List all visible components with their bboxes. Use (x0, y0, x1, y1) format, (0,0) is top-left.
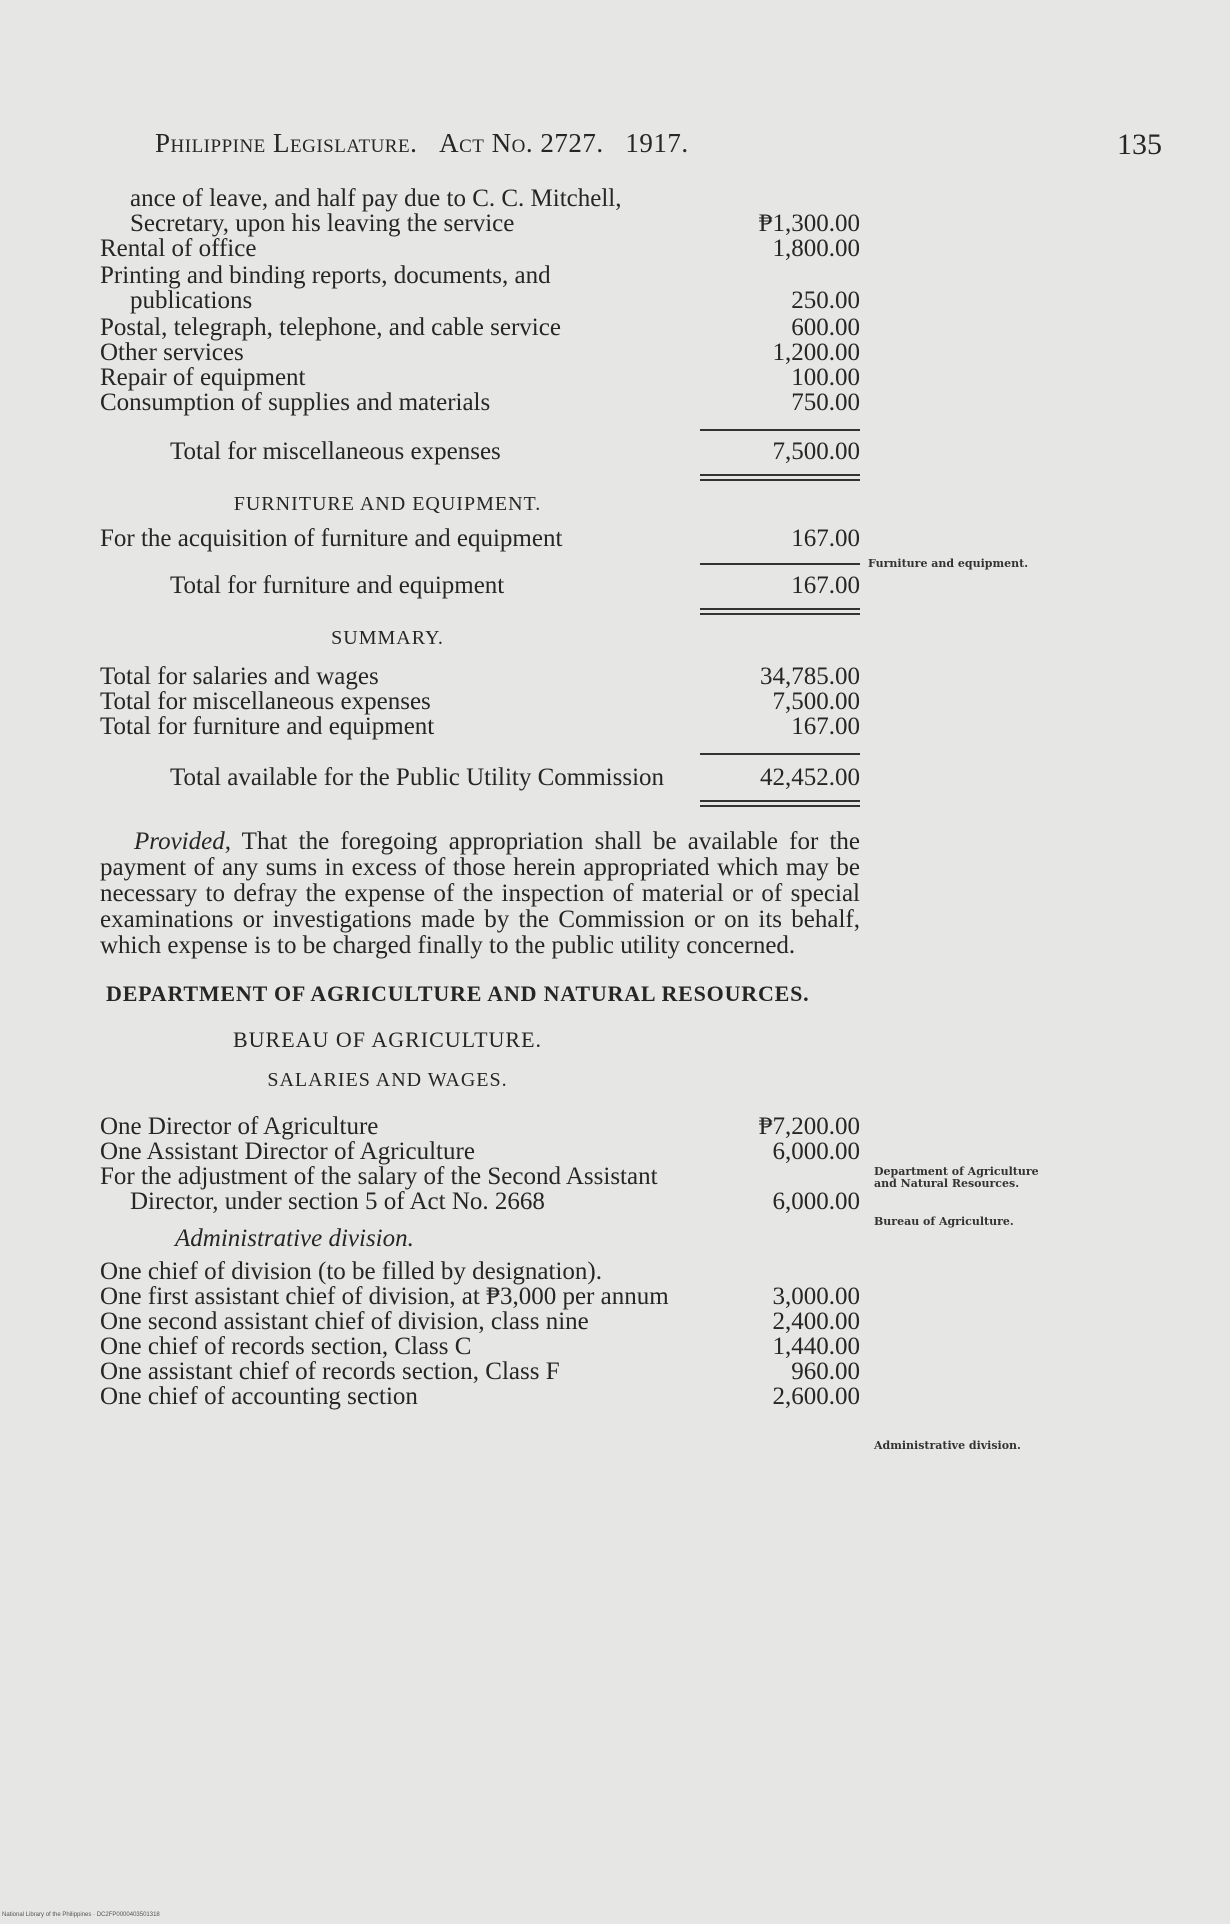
header-title: Philippine Legislature. (155, 128, 418, 158)
misc-item (100, 365, 860, 390)
header-year: 1917. (625, 128, 689, 158)
admin-item-amount: 960.00 (791, 1358, 860, 1385)
misc-item-desc: Rental of office (100, 235, 257, 262)
summary-item-amount: 167.00 (791, 713, 860, 740)
double-rule (700, 608, 860, 615)
salary-item (100, 1139, 860, 1164)
admin-heading-row (100, 1226, 860, 1251)
salaries-heading: SALARIES AND WAGES. (267, 1069, 508, 1091)
margin-note-bureau: Bureau of Agriculture. (874, 1215, 1014, 1228)
scan-footer: National Library of the Philippines · DC2FP0000403501318 (2, 1912, 160, 1918)
furniture-total-row (100, 573, 860, 598)
misc-item (100, 263, 860, 313)
furniture-item-amount: 167.00 (791, 525, 860, 552)
furniture-total-amount: 167.00 (791, 572, 860, 599)
misc-item-amount: ₱1,300.00 (758, 210, 860, 237)
summary-item-desc: Total for salaries and wages (100, 663, 379, 690)
header-act: Act No. 2727. (439, 128, 604, 158)
margin-note-furniture: Furniture and equipment. (868, 557, 1029, 570)
salary-item (100, 1114, 860, 1139)
total-rule (700, 563, 860, 565)
admin-item-desc: One assistant chief of records section, Class F (100, 1358, 560, 1385)
proviso-lead: Provided, (134, 828, 231, 855)
misc-item-amount: 1,800.00 (772, 235, 860, 262)
misc-total-desc: Total for miscellaneous expenses (170, 438, 501, 465)
total-rule (700, 429, 860, 431)
department-heading: DEPARTMENT OF AGRICULTURE AND NATURAL RESOURCES. (106, 981, 810, 1006)
misc-item-desc: Postal, telegraph, telephone, and cable service (100, 314, 561, 341)
admin-heading: Administrative division. (175, 1225, 414, 1252)
misc-item-amount: 1,200.00 (772, 339, 860, 366)
misc-item-desc: Repair of equipment (100, 364, 306, 391)
page-number: 135 (1117, 128, 1162, 161)
appropriation-content (100, 180, 860, 1409)
furniture-item (100, 526, 860, 551)
misc-item-amount: 250.00 (791, 287, 860, 314)
misc-total-row (100, 439, 860, 464)
admin-item-desc: One first assistant chief of division, at ₱3,000 per annum (100, 1283, 669, 1310)
misc-item-amount: 600.00 (791, 314, 860, 341)
misc-item (100, 186, 860, 236)
misc-item-amount: 750.00 (791, 389, 860, 416)
misc-item-desc: ance of leave, and half pay due to C. C. Mitchell, Secretary, upon his leaving the service (130, 185, 622, 237)
margin-note-department: Department of Agriculture and Natural Resources. (874, 1165, 1039, 1190)
summary-item (100, 689, 860, 714)
total-rule (700, 753, 860, 755)
admin-item-desc: One chief of records section, Class C (100, 1333, 472, 1360)
misc-item (100, 340, 860, 365)
furniture-total-desc: Total for furniture and equipment (170, 572, 505, 599)
summary-item (100, 714, 860, 739)
summary-item-amount: 34,785.00 (760, 663, 860, 690)
salary-item (100, 1164, 860, 1214)
furniture-item-desc: For the acquisition of furniture and equipment (100, 525, 563, 552)
running-header (155, 128, 689, 159)
margin-note-admin: Administrative division. (874, 1439, 1021, 1452)
misc-item-amount: 100.00 (791, 364, 860, 391)
bureau-heading: BUREAU OF AGRICULTURE. (232, 1027, 543, 1052)
misc-item (100, 315, 860, 340)
salary-item-desc: For the adjustment of the salary of the Second Assistant Director, under section 5 of Act No. 2668 (100, 1163, 658, 1215)
admin-item-amount: 1,440.00 (772, 1333, 860, 1360)
admin-item (100, 1334, 860, 1359)
proviso-text: That the foregoing appropriation shall be available for the payment of any sums in excess of those herein appropriated which may be necessary to defray the expense of the inspection of material or of special examinations or investigations made by the Commission or on its behalf, which expense is to be charged finally to the public utility concerned. (100, 828, 860, 959)
summary-total-desc: Total available for the Public Utility Commission (170, 764, 665, 791)
admin-item-desc: One chief of division (to be filled by designation). (100, 1258, 602, 1285)
admin-item-amount: 2,400.00 (772, 1308, 860, 1335)
admin-item-desc: One second assistant chief of division, class nine (100, 1308, 589, 1335)
summary-item-desc: Total for miscellaneous expenses (100, 688, 431, 715)
salary-item-amount: 6,000.00 (772, 1188, 860, 1215)
summary-item-desc: Total for furniture and equipment (100, 713, 435, 740)
misc-item (100, 390, 860, 415)
admin-item (100, 1359, 860, 1384)
admin-item-amount: 2,600.00 (772, 1383, 860, 1410)
summary-total-row (100, 765, 860, 790)
misc-item (100, 236, 860, 261)
admin-item (100, 1309, 860, 1334)
misc-total-amount: 7,500.00 (772, 438, 860, 465)
summary-item-amount: 7,500.00 (772, 688, 860, 715)
admin-item (100, 1284, 860, 1309)
misc-item-desc: Printing and binding reports, documents, and publications (100, 262, 551, 314)
proviso-paragraph (100, 829, 860, 959)
furniture-heading: FURNITURE AND EQUIPMENT. (233, 493, 542, 515)
summary-total-amount: 42,452.00 (760, 764, 860, 791)
admin-item-amount: 3,000.00 (772, 1283, 860, 1310)
admin-item-desc: One chief of accounting section (100, 1383, 418, 1410)
salary-item-desc: One Assistant Director of Agriculture (100, 1138, 475, 1165)
admin-item (100, 1384, 860, 1409)
misc-item-desc: Other services (100, 339, 244, 366)
summary-heading: SUMMARY. (331, 627, 444, 649)
summary-item (100, 664, 860, 689)
double-rule (700, 800, 860, 807)
misc-item-desc: Consumption of supplies and materials (100, 389, 491, 416)
salary-item-desc: One Director of Agriculture (100, 1113, 379, 1140)
salary-item-amount: ₱7,200.00 (758, 1113, 860, 1140)
admin-item (100, 1259, 860, 1284)
double-rule (700, 474, 860, 481)
salary-item-amount: 6,000.00 (772, 1138, 860, 1165)
